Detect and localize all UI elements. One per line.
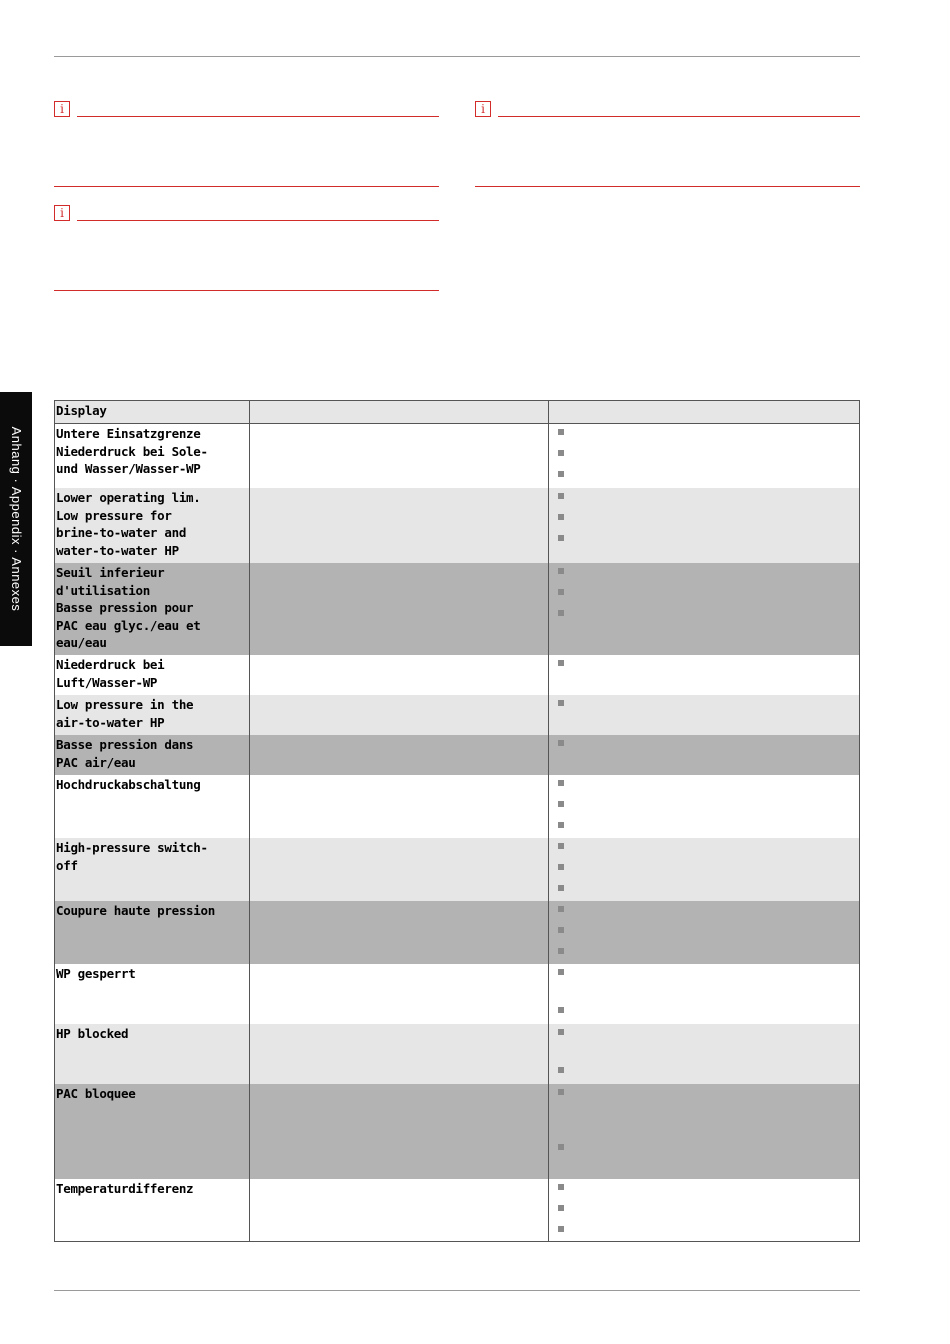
row-display: Hochdruckabschaltung [55, 775, 250, 838]
note-header-line [77, 220, 439, 221]
bullet-icon [558, 885, 564, 891]
note-header-line [498, 116, 860, 117]
row-display: Low pressure in the air-to-water HP [55, 695, 250, 735]
table-row [55, 1179, 859, 1241]
bullet-icon [558, 780, 564, 786]
row-display: Basse pression dans PAC air/eau [55, 735, 250, 775]
header-display: Display [55, 401, 250, 423]
note-box-2 [475, 101, 860, 191]
note-header-line [77, 116, 439, 117]
top-rule [54, 56, 860, 57]
row-cause [250, 964, 549, 1024]
row-remedy [549, 655, 859, 695]
bullet-icon [558, 822, 564, 828]
table-row [55, 695, 859, 735]
row-display: HP blocked [55, 1024, 250, 1084]
row-remedy [549, 838, 859, 901]
row-cause [250, 424, 549, 488]
bullet-icon [558, 864, 564, 870]
row-cause [250, 655, 549, 695]
row-display: Lower operating lim. Low pressure for brine-to-water and water-to-water HP [55, 488, 250, 563]
row-remedy [549, 1084, 859, 1179]
row-cause [250, 1084, 549, 1179]
row-cause [250, 735, 549, 775]
bullet-icon [558, 493, 564, 499]
row-display: High-pressure switch- off [55, 838, 250, 901]
bullet-icon [558, 429, 564, 435]
side-tab [0, 392, 32, 646]
table-row [55, 838, 859, 901]
note-footer-line [475, 186, 860, 187]
header-col2 [250, 401, 549, 423]
row-cause [250, 901, 549, 964]
table-header-row [55, 401, 859, 424]
row-cause [250, 775, 549, 838]
row-remedy [549, 775, 859, 838]
row-display: PAC bloquee [55, 1084, 250, 1179]
info-icon: i [54, 205, 70, 221]
row-remedy [549, 964, 859, 1024]
row-remedy [549, 424, 859, 488]
table-row [55, 775, 859, 838]
note-box-1 [54, 101, 439, 191]
table-row [55, 424, 859, 488]
table-row [55, 655, 859, 695]
note-box-3 [54, 205, 439, 295]
table-row [55, 563, 859, 655]
bullet-icon [558, 1226, 564, 1232]
bullet-icon [558, 1184, 564, 1190]
row-cause [250, 563, 549, 655]
bullet-icon [558, 1029, 564, 1035]
row-display: WP gesperrt [55, 964, 250, 1024]
bullet-icon [558, 843, 564, 849]
bullet-icon [558, 1007, 564, 1013]
row-cause [250, 695, 549, 735]
bullet-icon [558, 568, 564, 574]
table-row [55, 1024, 859, 1084]
bullet-icon [558, 1067, 564, 1073]
table-row [55, 1084, 859, 1179]
header-col3 [549, 401, 859, 423]
row-display: Temperaturdifferenz [55, 1179, 250, 1241]
bullet-icon [558, 927, 564, 933]
bottom-rule [54, 1290, 860, 1291]
bullet-icon [558, 1089, 564, 1095]
row-remedy [549, 1179, 859, 1241]
bullet-icon [558, 535, 564, 541]
row-display: Untere Einsatzgrenze Niederdruck bei Sole- und Wasser/Wasser-WP [55, 424, 250, 488]
bullet-icon [558, 948, 564, 954]
fault-table [54, 400, 860, 1242]
row-display: Coupure haute pression [55, 901, 250, 964]
row-remedy [549, 563, 859, 655]
table-row [55, 488, 859, 563]
table-row [55, 964, 859, 1024]
row-remedy [549, 1024, 859, 1084]
bullet-icon [558, 801, 564, 807]
bullet-icon [558, 514, 564, 520]
row-remedy [549, 901, 859, 964]
bullet-icon [558, 450, 564, 456]
bullet-icon [558, 471, 564, 477]
bullet-icon [558, 589, 564, 595]
info-icon: i [54, 101, 70, 117]
bullet-icon [558, 969, 564, 975]
table-row [55, 735, 859, 775]
bullet-icon [558, 1205, 564, 1211]
table-row [55, 901, 859, 964]
note-footer-line [54, 290, 439, 291]
row-cause [250, 838, 549, 901]
bullet-icon [558, 906, 564, 912]
row-remedy [549, 735, 859, 775]
row-display: Niederdruck bei Luft/Wasser-WP [55, 655, 250, 695]
row-display: Seuil inferieur d'utilisation Basse pression pour PAC eau glyc./eau et eau/eau [55, 563, 250, 655]
note-footer-line [54, 186, 439, 187]
bullet-icon [558, 610, 564, 616]
bullet-icon [558, 1144, 564, 1150]
side-tab-label: Anhang · Appendix · Annexes [9, 426, 24, 612]
row-cause [250, 488, 549, 563]
info-icon: i [475, 101, 491, 117]
bullet-icon [558, 660, 564, 666]
bullet-icon [558, 700, 564, 706]
bullet-icon [558, 740, 564, 746]
row-cause [250, 1024, 549, 1084]
row-remedy [549, 488, 859, 563]
row-remedy [549, 695, 859, 735]
row-cause [250, 1179, 549, 1241]
